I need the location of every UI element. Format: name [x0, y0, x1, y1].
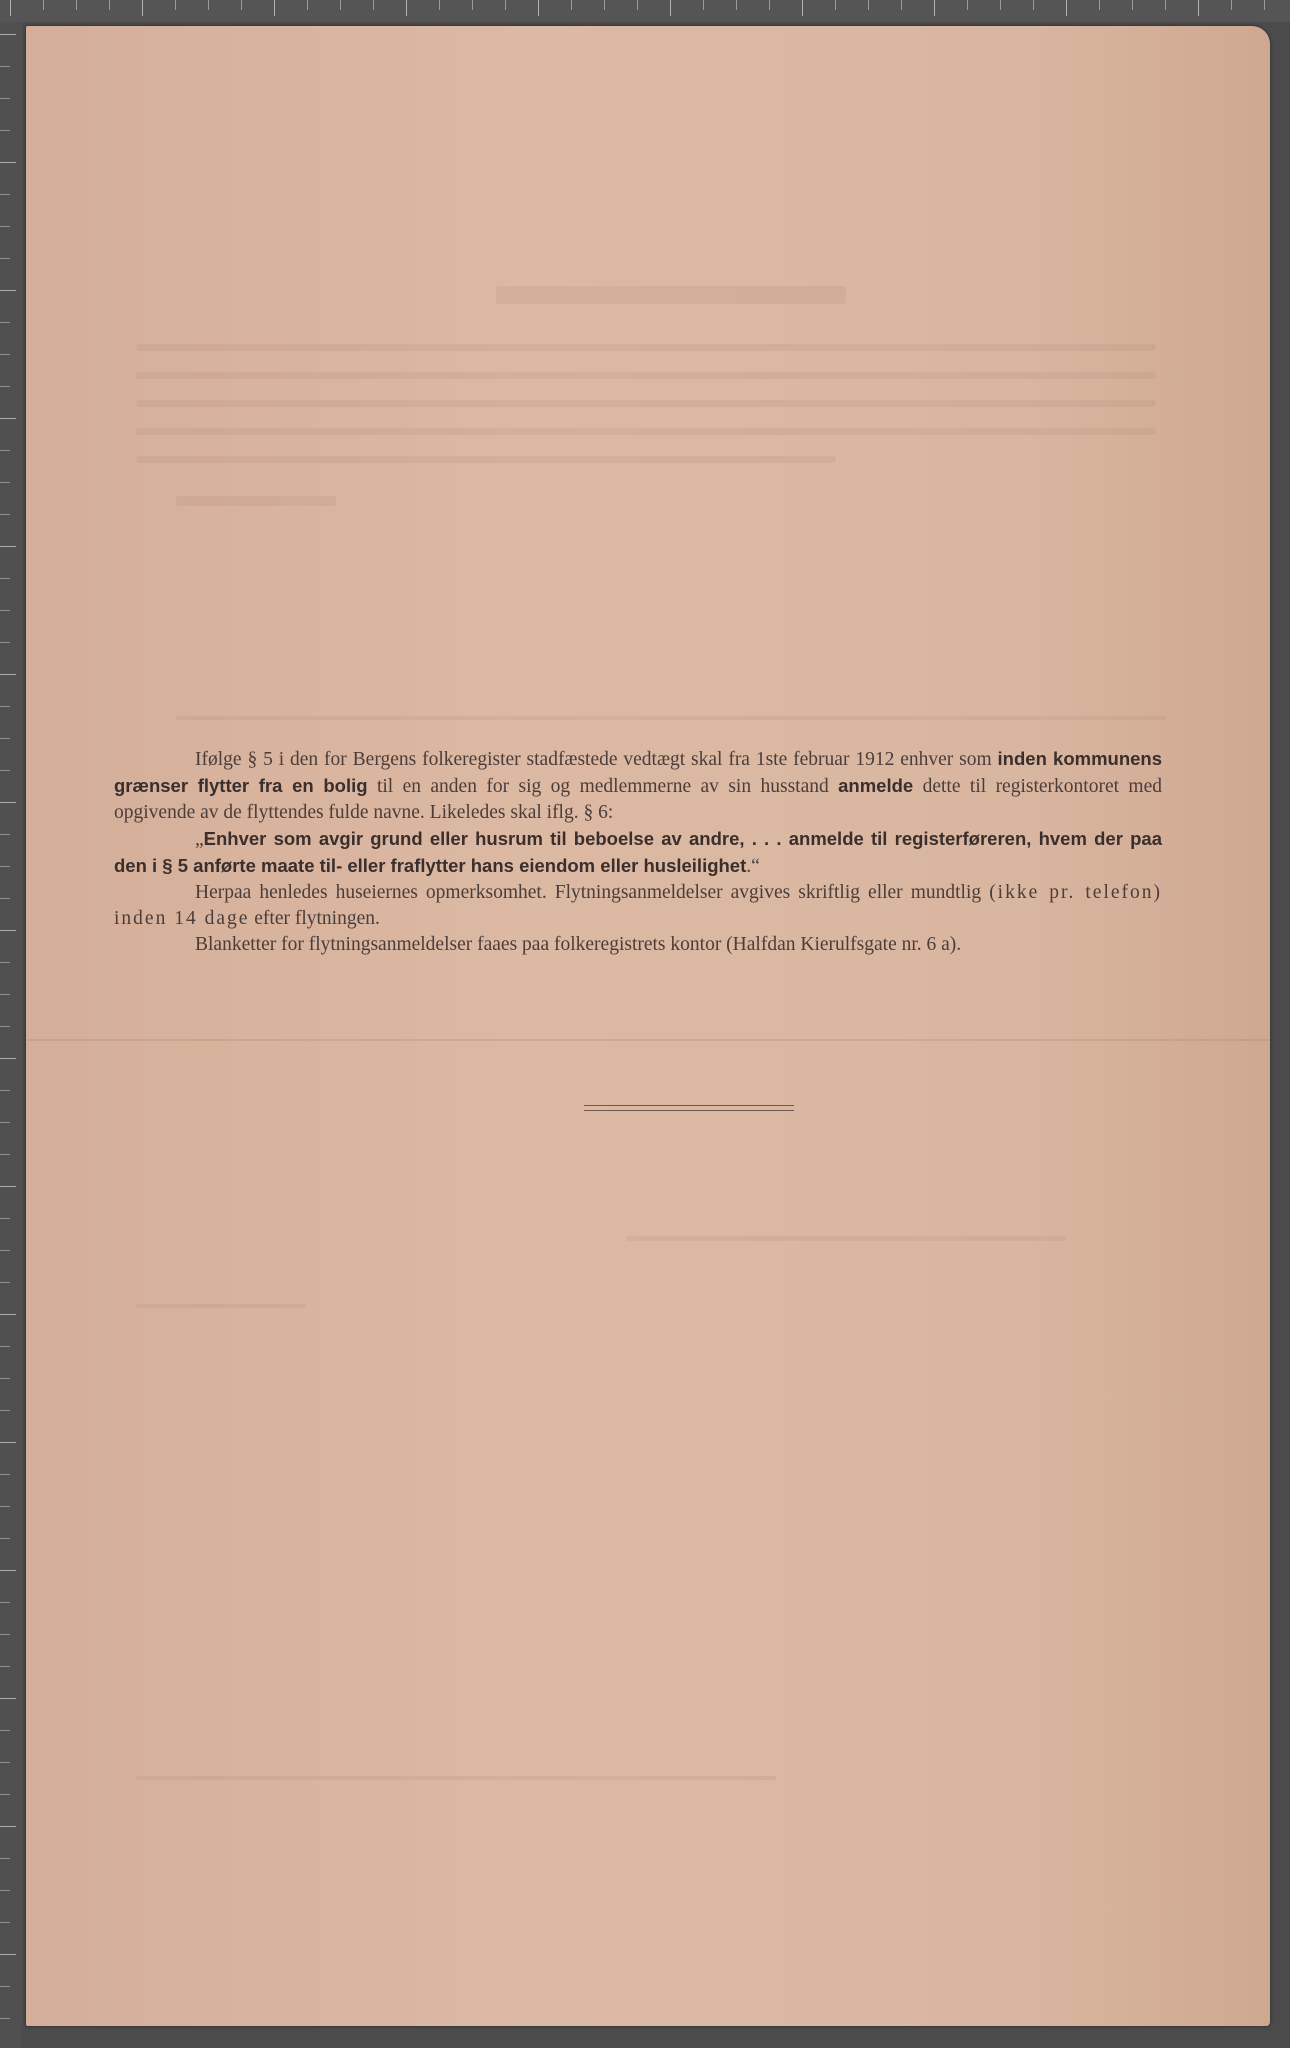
- ruler-tick: [439, 0, 440, 10]
- ruler-tick: [0, 1730, 10, 1731]
- ruler-tick: [802, 0, 803, 16]
- ruler-tick: [1033, 0, 1034, 10]
- ruler-tick: [0, 1154, 10, 1155]
- ruler-tick: [0, 1410, 10, 1411]
- ruler-tick: [670, 0, 671, 16]
- ruler-tick: [0, 1698, 16, 1699]
- ruler-tick: [637, 0, 638, 10]
- ruler-tick: [0, 1250, 10, 1251]
- ruler-tick: [0, 66, 10, 67]
- paragraph-3-text: Herpaa henledes huseiernes opmerksomhet. Flytningsanmeldelser avgives skriftlig eller mundtlig: [195, 882, 982, 903]
- ruler-tick: [109, 0, 110, 10]
- bleed-through-mark: [136, 1776, 776, 1780]
- ruler-tick: [1000, 0, 1001, 10]
- ruler-tick: [0, 2018, 10, 2019]
- ruler-tick: [76, 0, 77, 10]
- ruler-tick: [340, 0, 341, 10]
- ruler-tick: [1198, 0, 1199, 16]
- ruler-tick: [868, 0, 869, 10]
- paragraph-1-text-c: dette til registerkontoret med opgivende av de flyttendes fulde navne. Likeledes skal iflg. § 6:: [114, 776, 1162, 823]
- ruler-tick: [0, 898, 10, 899]
- ruler-tick: [538, 0, 539, 16]
- ruler-tick: [0, 1826, 16, 1827]
- ruler-tick: [934, 0, 935, 16]
- ruler-tick: [901, 0, 902, 10]
- ruler-tick: [0, 1794, 10, 1795]
- bleed-through-mark: [136, 400, 1156, 407]
- ruler-tick: [373, 0, 374, 10]
- quote-close-mark: .“: [746, 856, 760, 877]
- paragraph-3-text-spaced: (ikke pr. telefon) inden 14 dage: [114, 882, 1163, 929]
- ruler-tick: [0, 1666, 10, 1667]
- ruler-tick: [0, 194, 10, 195]
- ruler-tick: [0, 1986, 10, 1987]
- ruler-tick: [0, 130, 10, 131]
- ruler-tick: [0, 1282, 10, 1283]
- ruler-tick: [0, 322, 10, 323]
- ruler-tick: [1231, 0, 1232, 10]
- ruler-tick: [0, 1378, 10, 1379]
- top-ruler: [0, 0, 1290, 22]
- ruler-tick: [0, 1890, 10, 1891]
- ruler-tick: [0, 1090, 10, 1091]
- ruler-tick: [0, 386, 10, 387]
- ruler-tick: [0, 1858, 10, 1859]
- ruler-tick: [274, 0, 275, 16]
- ruler-tick: [1099, 0, 1100, 10]
- ruler-tick: [208, 0, 209, 10]
- ruler-tick: [1165, 0, 1166, 10]
- bleed-through-mark: [136, 344, 1156, 351]
- ruler-tick: [604, 0, 605, 10]
- left-ruler: [0, 22, 22, 2048]
- ruler-tick: [0, 578, 10, 579]
- ruler-tick: [0, 1474, 10, 1475]
- ruler-tick: [241, 0, 242, 10]
- ruler-tick: [0, 962, 10, 963]
- ruler-tick: [0, 1506, 10, 1507]
- notice-text-block: [114, 746, 1162, 958]
- ruler-tick: [0, 770, 10, 771]
- paragraph-3-text-end: efter flytningen.: [254, 908, 380, 929]
- ruler-tick: [1132, 0, 1133, 10]
- paragraph-forms-location: [114, 932, 1162, 958]
- ruler-tick: [307, 0, 308, 10]
- paragraph-2-bold-quote: Enhver som avgir grund eller husrum til beboelse av andre, . . . anmelde til registerføreren, hvem der paa den i § 5 anførte maate til- eller fraflytter hans eiendom eller husleilighet: [114, 828, 1162, 876]
- bleed-through-mark: [136, 428, 1156, 435]
- paragraph-quoted-rule: [114, 826, 1162, 880]
- ruler-tick: [0, 258, 10, 259]
- ruler-tick: [0, 1538, 10, 1539]
- paragraph-1-bold-a: inden kommunens grænser flytter fra en bolig: [114, 748, 1162, 796]
- quote-open-mark: „: [195, 829, 204, 850]
- ruler-tick: [0, 1602, 10, 1603]
- ruler-tick: [0, 930, 16, 931]
- ruler-tick: [571, 0, 572, 10]
- ruler-tick: [769, 0, 770, 10]
- ruler-tick: [0, 162, 16, 163]
- paragraph-1-text-a: Ifølge § 5 i den for Bergens folkeregister stadfæstede vedtægt skal fra 1ste februar 1912 enhver som: [195, 749, 992, 770]
- ruler-tick: [142, 0, 143, 16]
- ruler-tick: [0, 1634, 10, 1635]
- ruler-tick: [0, 290, 16, 291]
- ruler-tick: [10, 0, 11, 16]
- ruler-tick: [0, 674, 16, 675]
- ruler-tick: [0, 1026, 10, 1027]
- bleed-through-mark: [136, 456, 836, 463]
- ruler-tick: [175, 0, 176, 10]
- ruler-tick: [0, 802, 16, 803]
- bleed-through-mark: [136, 1304, 306, 1308]
- paragraph-1-bold-b: anmelde: [838, 775, 914, 796]
- ruler-tick: [0, 1314, 16, 1315]
- ruler-tick: [0, 1922, 10, 1923]
- ruler-tick: [406, 0, 407, 16]
- ruler-tick: [0, 514, 10, 515]
- ruler-tick: [0, 738, 10, 739]
- ruler-tick: [967, 0, 968, 10]
- ruler-tick: [472, 0, 473, 10]
- ruler-tick: [0, 354, 10, 355]
- ruler-tick: [0, 98, 10, 99]
- ruler-tick: [0, 1954, 16, 1955]
- ruler-tick: [1066, 0, 1067, 16]
- paragraph-owner-notice: [114, 880, 1162, 932]
- ruler-tick: [0, 642, 10, 643]
- ruler-tick: [736, 0, 737, 10]
- ruler-tick: [0, 866, 10, 867]
- ruler-tick: [0, 1762, 10, 1763]
- ruler-tick: [0, 226, 10, 227]
- ruler-tick: [0, 418, 16, 419]
- ruler-tick: [0, 1570, 16, 1571]
- paragraph-4-text: Blanketter for flytningsanmeldelser faaes paa folkeregistrets kontor (Halfdan Kierulfsgate nr. 6 a).: [195, 934, 962, 955]
- ruler-tick: [0, 1058, 16, 1059]
- ruler-tick: [835, 0, 836, 10]
- paragraph-1-text-b: til en anden for sig og medlemmerne av sin husstand: [376, 776, 829, 797]
- ruler-tick: [0, 834, 10, 835]
- ruler-tick: [0, 546, 16, 547]
- ruler-tick: [0, 994, 10, 995]
- ruler-tick: [0, 1122, 10, 1123]
- ruler-tick: [0, 1186, 16, 1187]
- ruler-tick: [0, 610, 10, 611]
- ruler-tick: [1264, 0, 1265, 10]
- bleed-through-mark: [176, 496, 336, 506]
- ruler-tick: [0, 450, 10, 451]
- bleed-through-mark: [496, 286, 846, 304]
- ruler-tick: [703, 0, 704, 10]
- ruler-tick: [0, 34, 16, 35]
- bleed-through-mark: [176, 716, 1166, 720]
- paper-fold-crease: [26, 1039, 1270, 1041]
- ruler-tick: [0, 706, 10, 707]
- bleed-through-mark: [136, 372, 1156, 379]
- ruler-tick: [0, 1218, 10, 1219]
- paragraph-registration-rule: [114, 746, 1162, 826]
- bleed-through-mark: [626, 1236, 1066, 1241]
- ruler-tick: [505, 0, 506, 10]
- ruler-tick: [0, 1346, 10, 1347]
- document-page: [26, 26, 1270, 2026]
- ruler-tick: [0, 1442, 16, 1443]
- double-rule-divider: [584, 1105, 794, 1111]
- ruler-tick: [0, 482, 10, 483]
- ruler-tick: [43, 0, 44, 10]
